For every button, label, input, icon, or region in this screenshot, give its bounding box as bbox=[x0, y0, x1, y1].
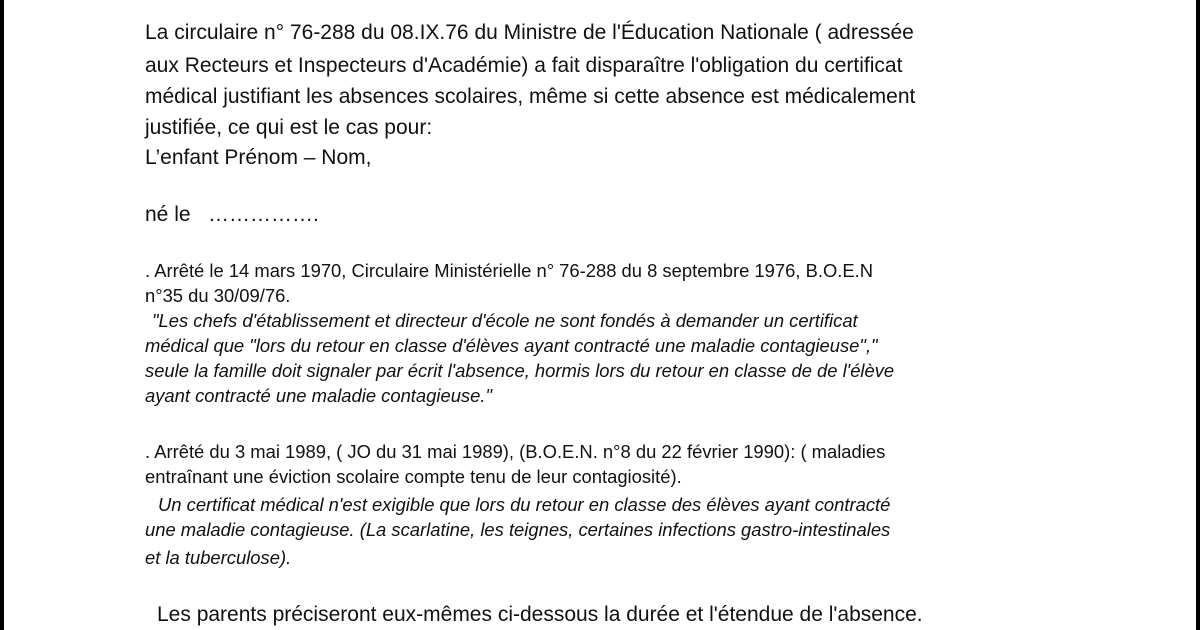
closing-line: Les parents préciseront eux-mêmes ci-dessous la durée et l'étendue de l'absence. bbox=[157, 603, 923, 626]
left-border bbox=[0, 0, 4, 630]
reference-quote-line: et la tuberculose). bbox=[145, 547, 292, 568]
reference-line: n°35 du 30/09/76. bbox=[145, 285, 291, 306]
reference-quote-line: "Les chefs d'établissement et directeur d'école ne sont fondés à demander un certificat bbox=[152, 310, 858, 331]
reference-quote-line: ayant contracté une maladie contagieuse." bbox=[145, 385, 492, 406]
reference-quote-line: Un certificat médical n'est exigible que lors du retour en classe des élèves ayant contracté bbox=[158, 494, 891, 515]
intro-line: La circulaire n° 76-288 du 08.IX.76 du Ministre de l'Éducation Nationale ( adressée bbox=[145, 21, 914, 44]
intro-line: médical justifiant les absences scolaires, même si cette absence est médicalement bbox=[145, 85, 916, 108]
reference-line: entraînant une éviction scolaire compte tenu de leur contagiosité). bbox=[145, 466, 682, 487]
intro-line: aux Recteurs et Inspecteurs d'Académie) a fait disparaître l'obligation du certificat bbox=[145, 54, 903, 77]
reference-line: . Arrêté le 14 mars 1970, Circulaire Ministérielle n° 76-288 du 8 septembre 1976, B.O.E.N bbox=[145, 260, 874, 281]
reference-quote-line: seule la famille doit signaler par écrit l'absence, hormis lors du retour en classe de de l'élève bbox=[145, 360, 895, 381]
birth-date-line: né le ……………. bbox=[145, 203, 319, 226]
reference-quote-line: une maladie contagieuse. (La scarlatine, les teignes, certaines infections gastro-intestinales bbox=[145, 519, 891, 540]
child-name-line: L’enfant Prénom – Nom, bbox=[145, 146, 372, 169]
intro-line: justifiée, ce qui est le cas pour: bbox=[145, 116, 433, 139]
reference-line: . Arrêté du 3 mai 1989, ( JO du 31 mai 1989), (B.O.E.N. n°8 du 22 février 1990): ( maladies bbox=[145, 441, 886, 462]
reference-quote-line: médical que "lors du retour en classe d'élèves ayant contracté une maladie contagieuse"," bbox=[145, 335, 878, 356]
right-border bbox=[1196, 0, 1200, 630]
